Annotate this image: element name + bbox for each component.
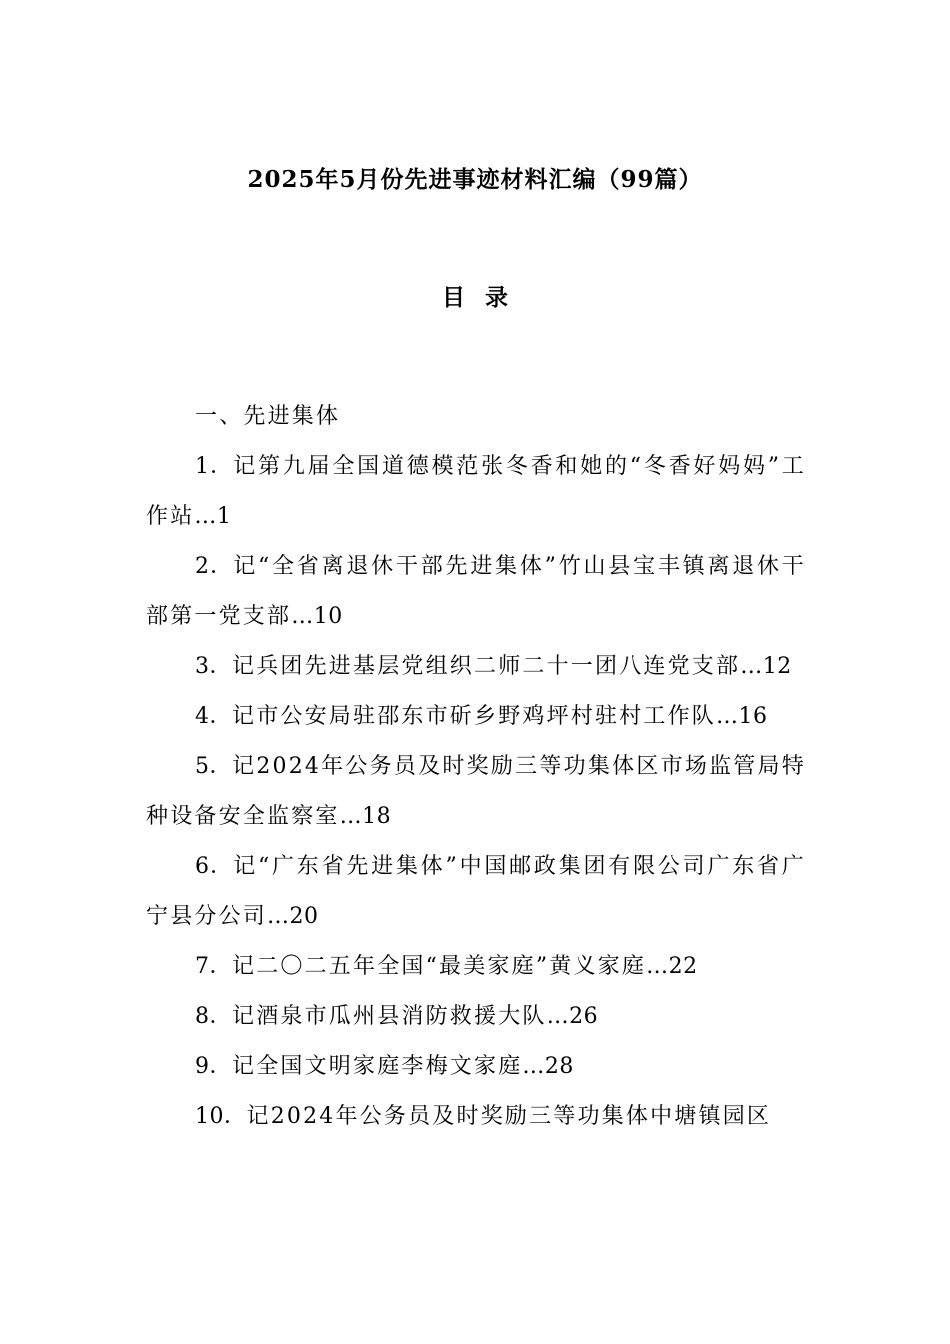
toc-entry-number: 3． bbox=[195, 654, 232, 679]
toc-entry-leader: … bbox=[646, 954, 669, 979]
toc-entry-leader: … bbox=[546, 1004, 570, 1029]
toc-entry-leader: … bbox=[740, 654, 763, 679]
toc-heading-char: 录 bbox=[485, 284, 508, 311]
toc-entry-number: 2． bbox=[195, 554, 234, 579]
toc-section-heading: 一、先进集体 bbox=[195, 404, 341, 429]
toc-entry-text: 记酒泉市瓜州县消防救援大队 bbox=[232, 1004, 547, 1029]
toc-entry-number: 8． bbox=[195, 1004, 232, 1029]
toc-entry-text: 记2024年公务员及时奖励三等功集体区市场监管局特种设备安全监察室 bbox=[146, 754, 806, 829]
toc-entry bbox=[146, 642, 806, 692]
toc-entry-leader: … bbox=[339, 804, 363, 829]
toc-entry-number: 6． bbox=[195, 854, 234, 879]
toc-entry bbox=[146, 1042, 806, 1092]
toc-entry-leader: … bbox=[522, 1054, 545, 1079]
toc-entry-number: 4． bbox=[195, 704, 232, 729]
toc-entry-page: 20 bbox=[289, 904, 319, 929]
toc-entry bbox=[146, 442, 806, 542]
table-of-contents bbox=[146, 392, 806, 1142]
toc-entry-text: 记2024年公务员及时奖励三等功集体中塘镇园区 bbox=[246, 1104, 772, 1129]
toc-entry bbox=[146, 1092, 806, 1142]
toc-entry bbox=[146, 692, 806, 742]
toc-entry-text: 记二〇二五年全国“最美家庭”黄义家庭 bbox=[232, 954, 647, 979]
toc-entry-page: 28 bbox=[544, 1054, 574, 1079]
toc-heading-char: 目 bbox=[441, 284, 465, 311]
toc-entry bbox=[146, 842, 806, 942]
toc-entry-leader: … bbox=[291, 604, 314, 629]
document-title: 2025年5月份先进事迹材料汇编（99篇） bbox=[247, 166, 703, 193]
toc-entry bbox=[146, 542, 806, 642]
toc-entry-leader: … bbox=[267, 904, 290, 929]
toc-entry-leader: … bbox=[716, 704, 739, 729]
toc-entry-number: 10． bbox=[195, 1104, 247, 1129]
toc-entry-text: 记“全省离退休干部先进集体”竹山县宝丰镇离退休干部第一党支部 bbox=[146, 554, 807, 629]
toc-entry-page: 1 bbox=[216, 504, 232, 529]
toc-entry-text: 记市公安局驻邵东市斫乡野鸡坪村驻村工作队 bbox=[232, 704, 717, 729]
toc-entry-number: 5． bbox=[195, 754, 233, 779]
toc-entry-text: 记“广东省先进集体”中国邮政集团有限公司广东省广宁县分公司 bbox=[146, 854, 807, 929]
toc-entry-leader: … bbox=[194, 504, 217, 529]
toc-entry bbox=[146, 992, 806, 1042]
toc-entry-text: 记全国文明家庭李梅文家庭 bbox=[232, 1054, 523, 1079]
toc-entry-page: 10 bbox=[313, 604, 343, 629]
toc-entry-text: 记兵团先进基层党组织二师二十一团八连党支部 bbox=[232, 654, 741, 679]
toc-heading bbox=[0, 278, 950, 318]
toc-entry-page: 22 bbox=[668, 954, 698, 979]
toc-entry-number: 7． bbox=[195, 954, 232, 979]
toc-entry-number: 1． bbox=[195, 454, 234, 479]
toc-entry bbox=[146, 742, 806, 842]
toc-entry-page: 16 bbox=[738, 704, 768, 729]
toc-entry-page: 18 bbox=[362, 804, 392, 829]
toc-entry bbox=[146, 942, 806, 992]
toc-entry-text: 记第九届全国道德模范张冬香和她的“冬香好妈妈”工作站 bbox=[146, 454, 807, 529]
toc-entry-number: 9． bbox=[195, 1054, 232, 1079]
toc-entry-page: 12 bbox=[762, 654, 792, 679]
toc-entry-page: 26 bbox=[569, 1004, 599, 1029]
